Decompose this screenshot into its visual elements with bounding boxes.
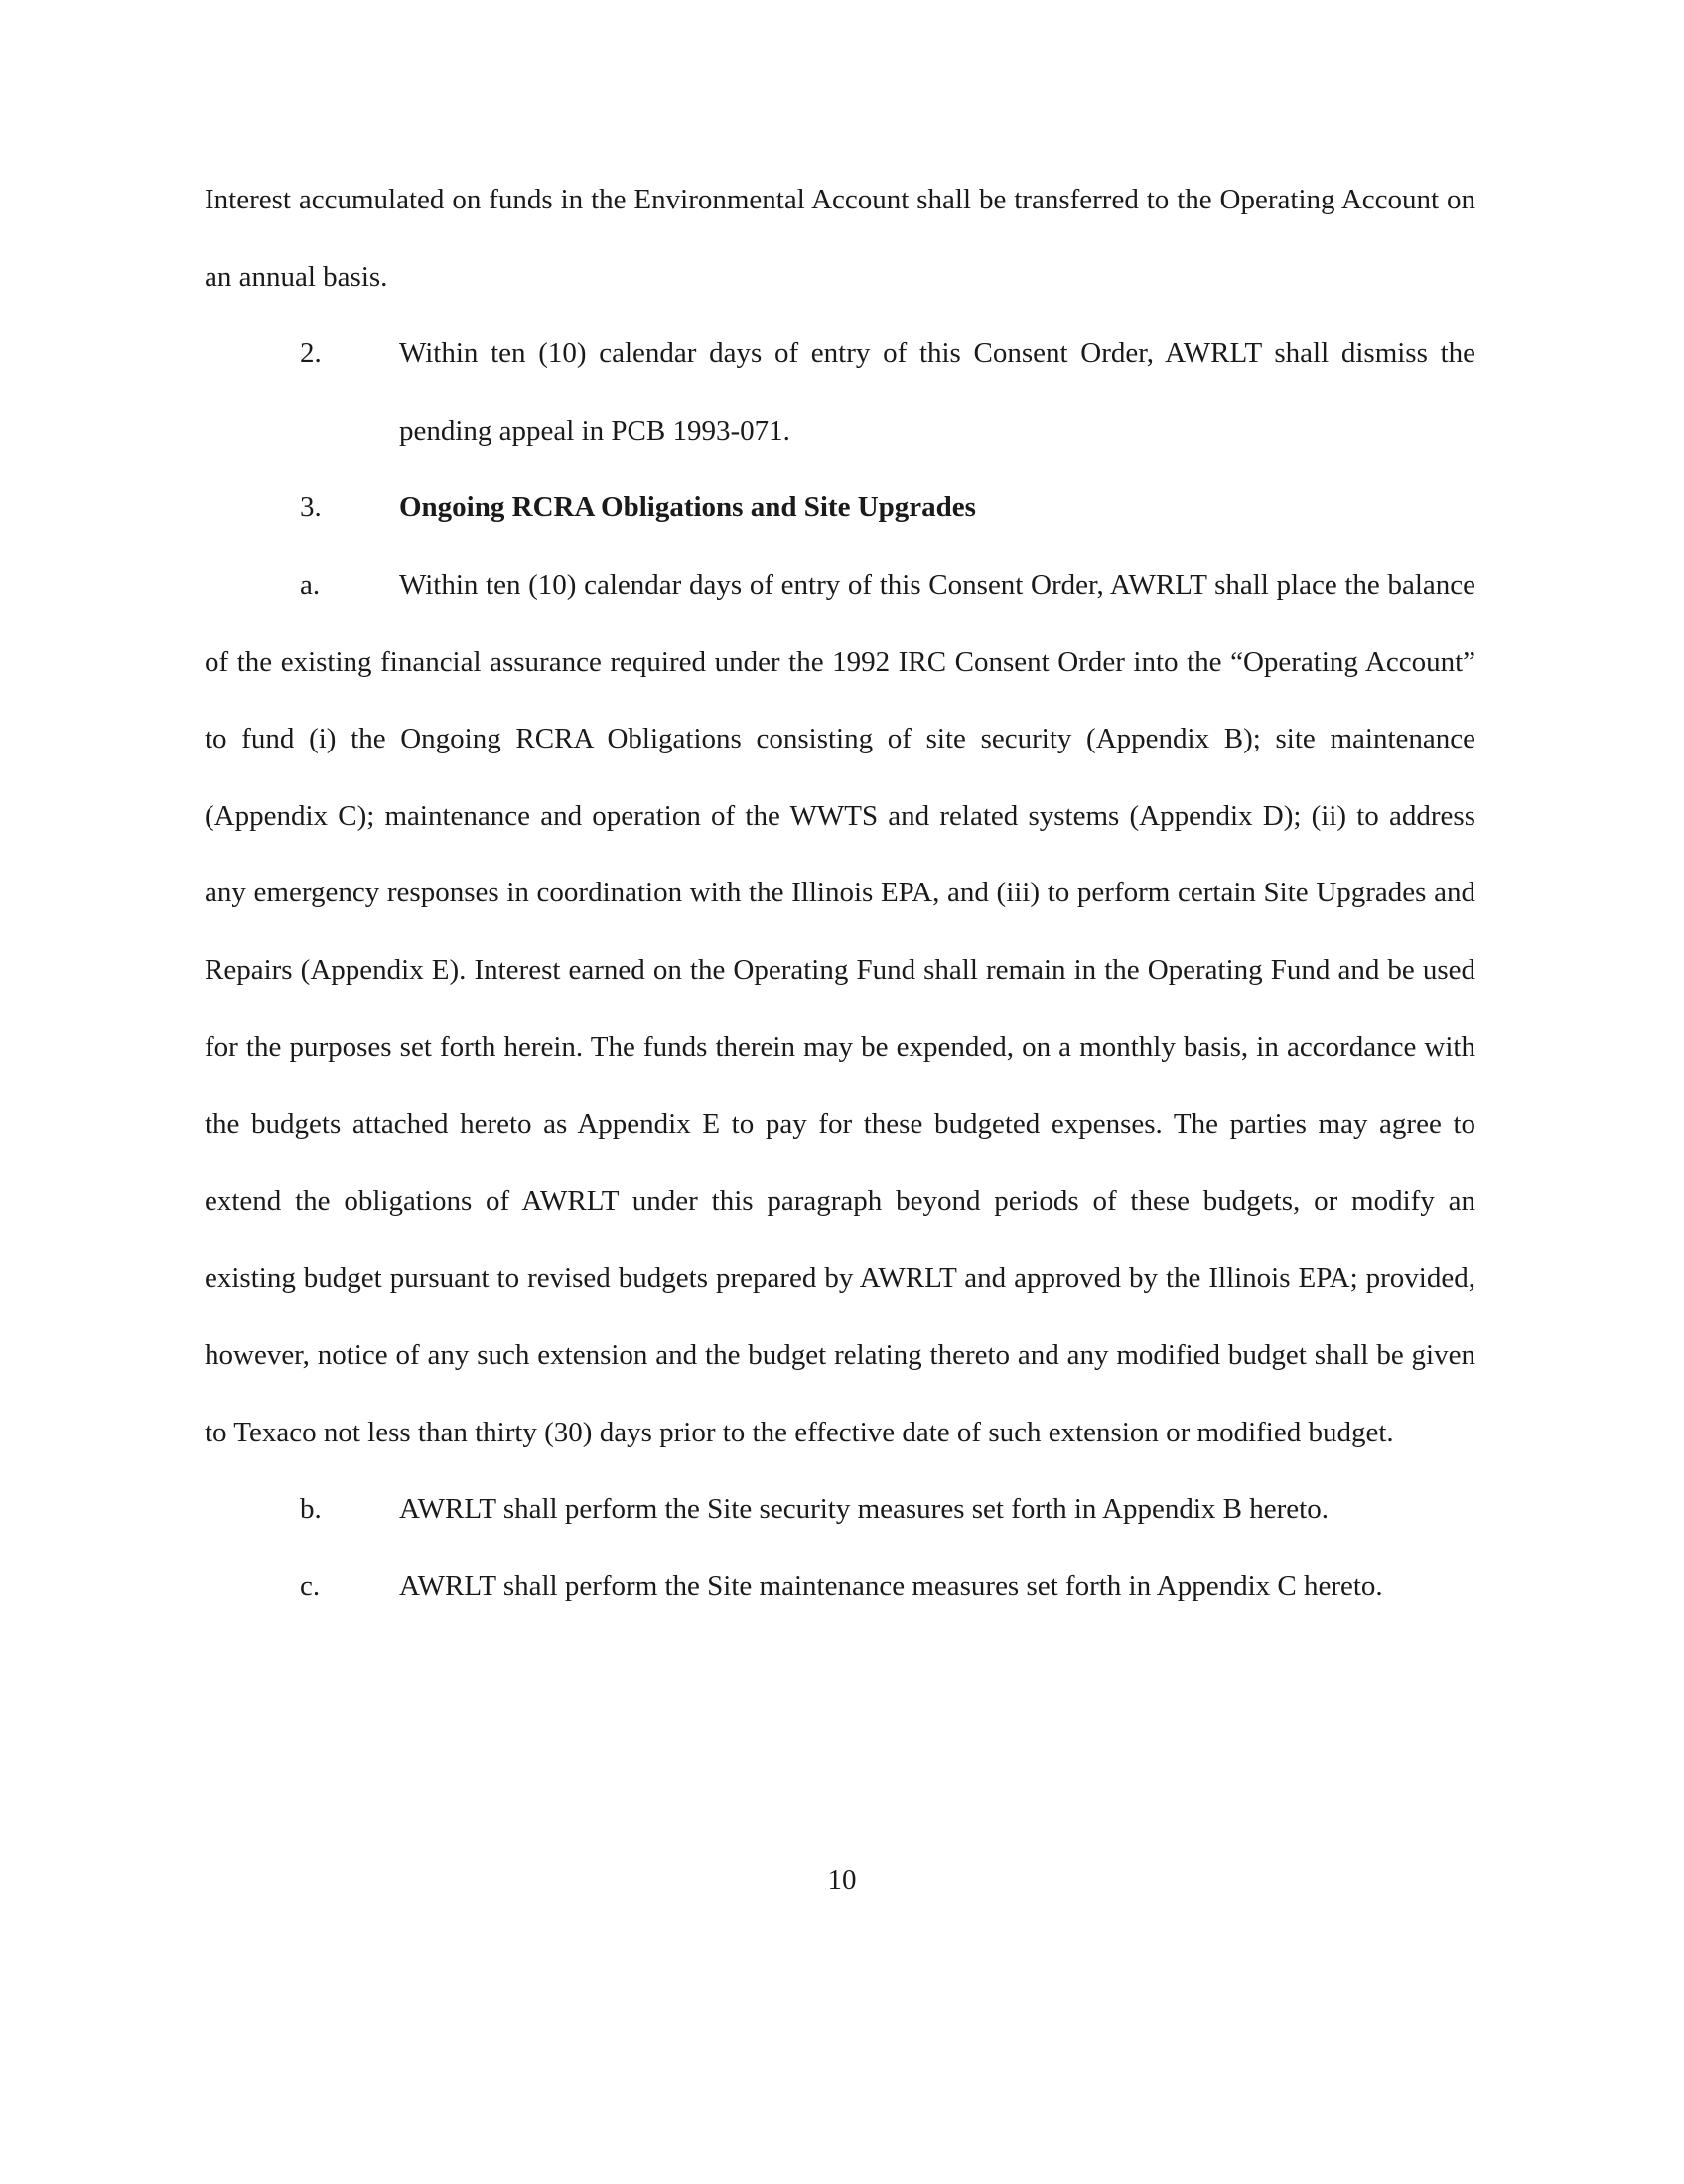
item-3-number: 3. (300, 491, 322, 524)
subitem-a-letter: a. (300, 568, 321, 601)
item-2-number: 2. (300, 338, 322, 370)
item-3-heading: Ongoing RCRA Obligations and Site Upgrades (399, 491, 976, 524)
subitem-a (205, 547, 1475, 1471)
subitem-b (205, 1471, 1475, 1549)
document-body (205, 162, 1475, 1625)
subitem-b-text: AWRLT shall perform the Site security measures set forth in Appendix B hereto. (399, 1493, 1329, 1526)
intro-paragraph: Interest accumulated on funds in the Environmental Account shall be transferred to the Operating Account on an annual basis. (205, 184, 1475, 293)
subitem-c-letter: c. (300, 1570, 321, 1602)
subitem-c (205, 1549, 1475, 1626)
subitem-a-text: Within ten (10) calendar days of entry of this Consent Order, AWRLT shall place the balance of the existing financial assurance required under the 1992 IRC Consent Order into the “Operating Account” to fund (i) the Ongoing RCRA Obligations consisting of site security (Appendix B); site maintenance (Appendix C); maintenance and operation of the WWTS and related systems (Appendix D); (ii) to address any emergency responses in coordination with the Illinois EPA, and (iii) to perform certain Site Upgrades and Repairs (Appendix E). Interest earned on the Operating Fund shall remain in the Operating Fund and be used for the purposes set forth herein. The funds therein may be expended, on a monthly basis, in accordance with the budgets attached hereto as Appendix E to pay for these budgeted expenses. The parties may agree to extend the obligations of AWRLT under this paragraph beyond periods of these budgets, or modify an existing budget pursuant to revised budgets prepared by AWRLT and approved by the Illinois EPA; provided, however, notice of any such extension and the budget relating thereto and any modified budget shall be given to Texaco not less than thirty (30) days prior to the effective date of such extension or modified budget. (205, 568, 1475, 1448)
item-2 (205, 316, 1475, 470)
page-number: 10 (827, 1864, 857, 1896)
item-3 (205, 470, 1475, 547)
item-2-text: Within ten (10) calendar days of entry of this Consent Order, AWRLT shall dismiss the pending appeal in PCB 1993-071. (399, 338, 1475, 447)
subitem-c-text: AWRLT shall perform the Site maintenance measures set forth in Appendix C hereto. (399, 1570, 1383, 1602)
subitem-b-letter: b. (300, 1493, 322, 1526)
